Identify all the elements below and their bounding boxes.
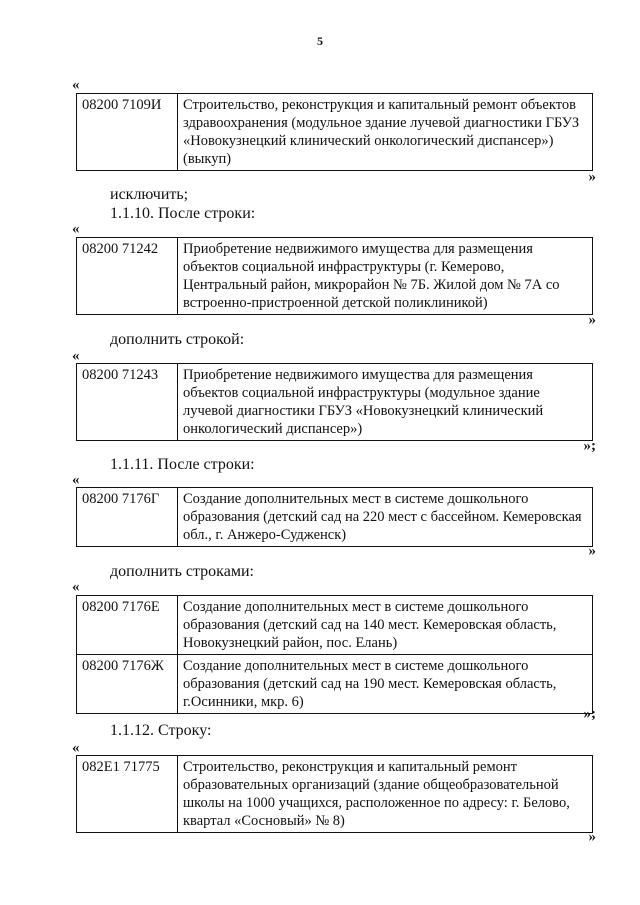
budget-code-description: Создание дополнительных мест в системе дошкольного образования (детский сад на 140 мест. Кемеровская область, Новокузнецкий район, пос. Елань) bbox=[178, 596, 593, 655]
instruction-text: дополнить строками: bbox=[110, 563, 254, 580]
page-number: 5 bbox=[317, 34, 323, 48]
close-quote: »; bbox=[583, 706, 596, 722]
section-heading: 1.1.10. После строки: bbox=[110, 205, 256, 222]
section-heading: 1.1.12. Строку: bbox=[110, 722, 212, 739]
table-row bbox=[77, 238, 593, 315]
budget-code-description: Приобретение недвижимого имущества для размещения объектов социальной инфраструктуры (модульное здание лучевой диагностики ГБУЗ «Новокузнецкий клинический онкологический диспансер») bbox=[178, 364, 593, 441]
budget-code: 08200 7176Г bbox=[77, 488, 178, 547]
close-quote: »; bbox=[583, 438, 596, 454]
open-quote: « bbox=[72, 579, 80, 595]
table-row bbox=[77, 364, 593, 441]
instruction-text: исключить; bbox=[110, 186, 189, 203]
close-quote: » bbox=[588, 169, 596, 185]
open-quote: « bbox=[72, 221, 80, 237]
budget-code: 08200 7176Ж bbox=[77, 655, 178, 714]
budget-code-description: Строительство, реконструкция и капитальный ремонт образовательных организаций (здание общеобразовательной школы на 1000 учащихся, расположенное по адресу: г. Белово, квартал «Сосновый» № 8) bbox=[178, 756, 593, 833]
table-row bbox=[77, 655, 593, 714]
budget-code: 08200 7176Е bbox=[77, 596, 178, 655]
budget-code: 082E1 71775 bbox=[77, 756, 178, 833]
open-quote: « bbox=[72, 740, 80, 756]
budget-code-table bbox=[76, 93, 593, 171]
table-row bbox=[77, 488, 593, 547]
table-row bbox=[77, 596, 593, 655]
table-row bbox=[77, 94, 593, 171]
budget-code-description: Создание дополнительных мест в системе дошкольного образования (детский сад на 220 мест с бассейном. Кемеровская обл., г. Анжеро-Судженск) bbox=[178, 488, 593, 547]
budget-code: 08200 7109И bbox=[77, 94, 178, 171]
budget-code-description: Строительство, реконструкция и капитальный ремонт объектов здравоохранения (модульное здание лучевой диагностики ГБУЗ «Новокузнецкий клинический онкологический диспансер») (выкуп) bbox=[178, 94, 593, 171]
close-quote: » bbox=[588, 543, 596, 559]
budget-code: 08200 71243 bbox=[77, 364, 178, 441]
open-quote: « bbox=[72, 472, 80, 488]
budget-code-table bbox=[76, 363, 593, 441]
table-row bbox=[77, 756, 593, 833]
budget-code-description: Приобретение недвижимого имущества для размещения объектов социальной инфраструктуры (г. Кемерово, Центральный район, микрорайон № 7Б. Жилой дом № 7А со встроенно-пристроенной детской поликлиникой) bbox=[178, 238, 593, 315]
budget-code-description: Создание дополнительных мест в системе дошкольного образования (детский сад на 190 мест. Кемеровская область, г.Осинники, мкр. 6) bbox=[178, 655, 593, 714]
budget-code: 08200 71242 bbox=[77, 238, 178, 315]
close-quote: » bbox=[588, 829, 596, 845]
section-heading: 1.1.11. После строки: bbox=[110, 456, 255, 473]
open-quote: « bbox=[72, 77, 80, 93]
budget-code-table bbox=[76, 755, 593, 833]
budget-code-table bbox=[76, 237, 593, 315]
close-quote: » bbox=[588, 312, 596, 328]
budget-code-table bbox=[76, 595, 593, 714]
open-quote: « bbox=[72, 348, 80, 364]
budget-code-table bbox=[76, 487, 593, 547]
instruction-text: дополнить строкой: bbox=[110, 331, 245, 348]
